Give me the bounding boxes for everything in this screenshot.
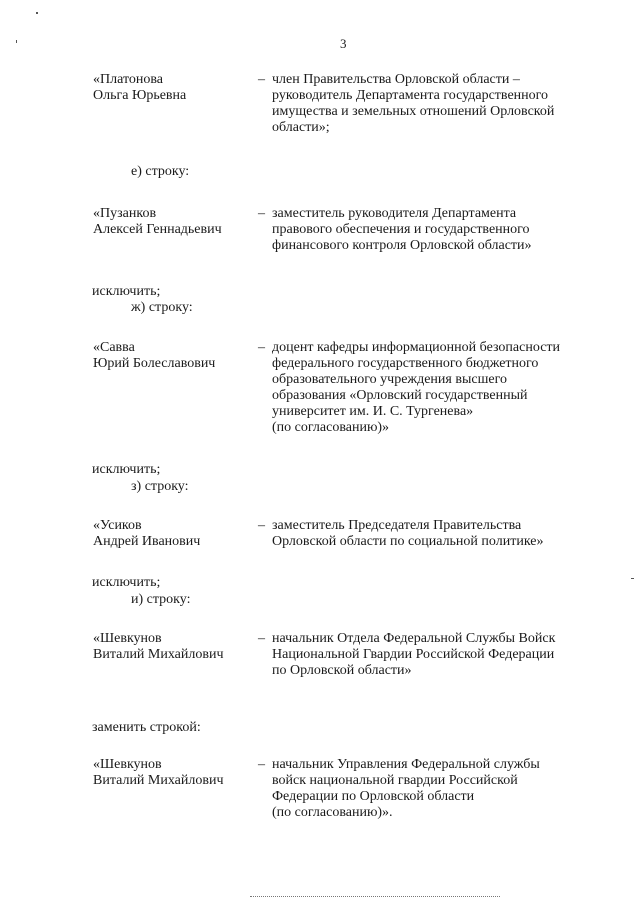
entry-dash: – [258, 518, 265, 533]
entry-position-puzankov: заместитель руководителя Департамента правового обеспечения и государственного финансового контроля Орловской области» [272, 206, 532, 253]
entry-position-savva: доцент кафедры информационной безопасности федерального государственного бюджетного образовательного учреждения высшего образования «Орловский государственный университет им. И. С. Тургенева» (по согласованию)» [272, 340, 561, 435]
entry-dash: – [258, 631, 265, 646]
page-number: 3 [340, 36, 347, 51]
entry-name-usikov: «Усиков Андрей Иванович [93, 518, 201, 549]
entry-dash: – [258, 757, 265, 772]
instruction-item-zh: ж) строку: [131, 300, 193, 315]
entry-name-savva: «Савва Юрий Болеславович [93, 340, 216, 371]
entry-name-shevkunov-old: «Шевкунов Виталий Михайлович [93, 631, 224, 662]
entry-name-shevkunov-new: «Шевкунов Виталий Михайлович [93, 757, 224, 788]
scan-speck [36, 12, 38, 14]
entry-position-shevkunov-new: начальник Управления Федеральной службы войск национальной гвардии Российской Федерации по Орловской области (по согласованию)». [272, 757, 540, 820]
entry-position-platonova: член Правительства Орловской области – руководитель Департамента государственного имущества и земельных отношений Орловской области»; [272, 72, 555, 135]
instruction-exclude: исключить; [92, 284, 161, 299]
scan-bottom-dots [250, 896, 500, 898]
entry-position-usikov: заместитель Председателя Правительства Орловской области по социальной политике» [272, 518, 544, 549]
entry-position-shevkunov-old: начальник Отдела Федеральной Службы Войск Национальной Гвардии Российской Федерации по Орловской области» [272, 631, 556, 678]
instruction-exclude: исключить; [92, 575, 161, 590]
entry-name-puzankov: «Пузанков Алексей Геннадьевич [93, 206, 222, 237]
entry-name-platonova: «Платонова Ольга Юрьевна [93, 72, 187, 103]
entry-dash: – [258, 206, 265, 221]
instruction-exclude: исключить; [92, 462, 161, 477]
scan-speck [16, 40, 17, 43]
entry-dash: – [258, 340, 265, 355]
instruction-item-z: з) строку: [131, 479, 189, 494]
instruction-item-i: и) строку: [131, 592, 191, 607]
entry-dash: – [258, 72, 265, 87]
instruction-replace: заменить строкой: [92, 720, 201, 735]
scan-speck [631, 578, 634, 579]
instruction-item-e: е) строку: [131, 164, 190, 179]
